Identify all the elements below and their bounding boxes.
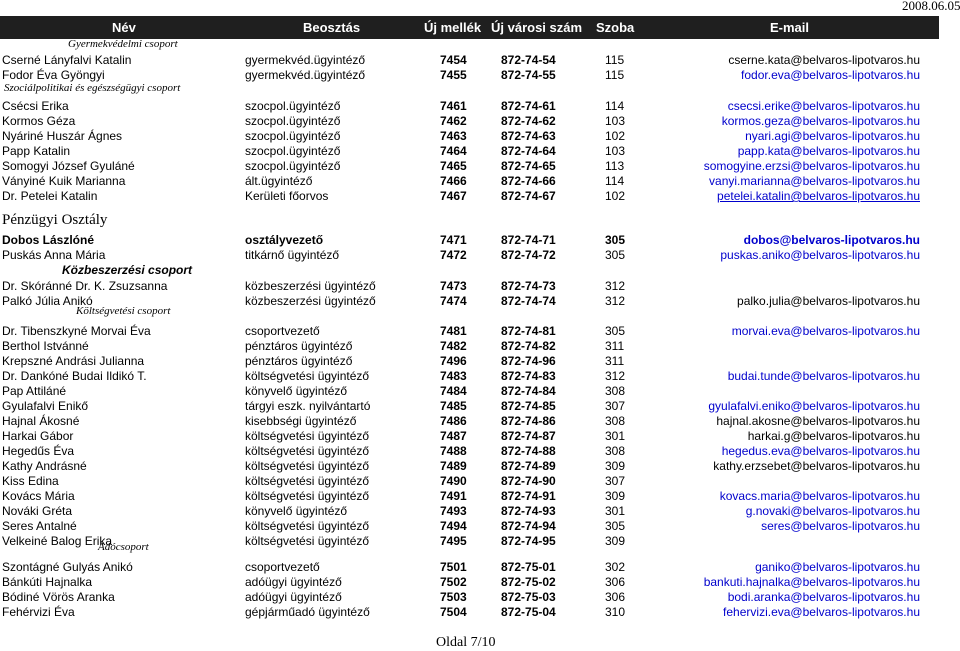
room-number: 307 — [605, 474, 626, 488]
employee-position: pénztáros ügyintéző — [245, 339, 353, 353]
email-link[interactable]: cserne.kata@belvaros-lipotvaros.hu — [728, 53, 920, 67]
employee-name: Gyulafalvi Enikő — [2, 399, 89, 413]
phone-number: 872-74-83 — [501, 369, 556, 383]
employee-name: Nováki Gréta — [2, 504, 73, 518]
email-link[interactable]: bodi.aranka@belvaros-lipotvaros.hu — [727, 590, 920, 604]
employee-name: Somogyi József Gyuláné — [2, 159, 135, 173]
room-number: 114 — [605, 174, 625, 188]
header-name: Név — [112, 20, 136, 35]
room-number: 309 — [605, 489, 626, 503]
phone-number: 872-74-67 — [501, 189, 556, 203]
email-link[interactable]: palko.julia@belvaros-lipotvaros.hu — [737, 294, 920, 308]
extension-number: 7503 — [440, 590, 467, 604]
header-email: E-mail — [770, 20, 810, 35]
email-link[interactable]: bankuti.hajnalka@belvaros-lipotvaros.hu — [703, 575, 920, 589]
room-number: 102 — [605, 129, 626, 143]
employee-name: Harkai Gábor — [2, 429, 74, 443]
phone-number: 872-74-88 — [501, 444, 556, 458]
phone-number: 872-74-72 — [501, 248, 556, 262]
employee-position: adóügyi ügyintéző — [245, 590, 342, 604]
email-link[interactable]: fehervizi.eva@belvaros-lipotvaros.hu — [723, 605, 920, 619]
phone-number: 872-74-81 — [501, 324, 556, 338]
table-row — [0, 99, 960, 114]
table-row — [0, 560, 960, 575]
email-link[interactable]: kathy.erzsebet@belvaros-lipotvaros.hu — [713, 459, 920, 473]
room-number: 305 — [605, 519, 626, 533]
room-number: 310 — [605, 605, 626, 619]
room-number: 308 — [605, 384, 626, 398]
table-header — [0, 16, 939, 39]
employee-name: Bánkúti Hajnalka — [2, 575, 93, 589]
employee-name: Dr. Tibenszkyné Morvai Éva — [2, 324, 151, 338]
extension-number: 7482 — [440, 339, 467, 353]
employee-name: Hajnal Ákosné — [2, 414, 80, 428]
employee-position: közbeszerzési ügyintéző — [245, 279, 376, 293]
employee-name: Bódiné Vörös Aranka — [2, 590, 115, 604]
email-link[interactable]: harkai.g@belvaros-lipotvaros.hu — [747, 429, 920, 443]
phone-number: 872-74-87 — [501, 429, 556, 443]
room-number: 113 — [605, 159, 625, 173]
extension-number: 7473 — [440, 279, 467, 293]
table-row — [0, 159, 960, 174]
email-link[interactable]: hajnal.akosne@belvaros-lipotvaros.hu — [716, 414, 920, 428]
extension-number: 7463 — [440, 129, 467, 143]
employee-position: könyvelő ügyintéző — [245, 504, 348, 518]
phone-number: 872-74-89 — [501, 459, 556, 473]
phone-number: 872-74-91 — [501, 489, 556, 503]
room-number: 102 — [605, 189, 626, 203]
table-row — [0, 444, 960, 459]
email-link[interactable]: somogyine.erzsi@belvaros-lipotvaros.hu — [703, 159, 920, 173]
table-row — [0, 369, 960, 384]
employee-position: titkárnő ügyintéző — [245, 248, 340, 262]
section-kozbesz: Közbeszerzési csoport — [62, 263, 193, 277]
employee-position: kisebbségi ügyintéző — [245, 414, 357, 428]
employee-name: Seres Antalné — [2, 519, 77, 533]
table-row — [0, 129, 960, 144]
employee-position: költségvetési ügyintéző — [245, 474, 370, 488]
phone-number: 872-74-94 — [501, 519, 556, 533]
employee-name: Nyáriné Huszár Ágnes — [2, 129, 123, 143]
employee-position: közbeszerzési ügyintéző — [245, 294, 376, 308]
employee-position: költségvetési ügyintéző — [245, 369, 370, 383]
header-room: Szoba — [596, 20, 635, 35]
phone-number: 872-74-54 — [501, 53, 556, 67]
room-number: 301 — [605, 504, 626, 518]
table-row — [0, 384, 960, 399]
extension-number: 7486 — [440, 414, 467, 428]
extension-number: 7493 — [440, 504, 467, 518]
room-number: 308 — [605, 444, 626, 458]
email-link[interactable]: papp.kata@belvaros-lipotvaros.hu — [737, 144, 920, 158]
employee-name: Dr. Dankóné Budai Ildikó T. — [2, 369, 147, 383]
email-link[interactable]: g.novaki@belvaros-lipotvaros.hu — [745, 504, 920, 518]
phone-number: 872-74-85 — [501, 399, 556, 413]
section-ado: Adócsoport — [98, 541, 149, 553]
employee-position: költségvetési ügyintéző — [245, 444, 370, 458]
email-link[interactable]: ganiko@belvaros-lipotvaros.hu — [755, 560, 920, 574]
email-link[interactable]: morvai.eva@belvaros-lipotvaros.hu — [731, 324, 920, 338]
phone-number: 872-74-64 — [501, 144, 556, 158]
email-link[interactable]: hegedus.eva@belvaros-lipotvaros.hu — [721, 444, 920, 458]
employee-name: Puskás Anna Mária — [2, 248, 106, 262]
extension-number: 7487 — [440, 429, 467, 443]
room-number: 312 — [605, 369, 626, 383]
employee-name: Kormos Géza — [2, 114, 76, 128]
phone-number: 872-74-93 — [501, 504, 556, 518]
employee-position: pénztáros ügyintéző — [245, 354, 353, 368]
employee-name: Kathy Andrásné — [2, 459, 87, 473]
extension-number: 7495 — [440, 534, 467, 548]
employee-name: Cserné Lányfalvi Katalin — [2, 53, 132, 67]
table-row — [0, 414, 960, 429]
extension-number: 7455 — [440, 68, 467, 82]
employee-position: költségvetési ügyintéző — [245, 489, 370, 503]
employee-position: gyermekvéd.ügyintéző — [245, 53, 366, 67]
phone-number: 872-75-01 — [501, 560, 556, 574]
employee-name: Fehérvizi Éva — [2, 605, 75, 619]
phone-number: 872-74-95 — [501, 534, 556, 548]
phone-number: 872-74-84 — [501, 384, 556, 398]
table-row — [0, 399, 960, 414]
employee-name: Hegedűs Éva — [2, 444, 75, 458]
extension-number: 7481 — [440, 324, 467, 338]
employee-name: Kiss Edina — [2, 474, 59, 488]
extension-number: 7467 — [440, 189, 467, 203]
room-number: 306 — [605, 590, 626, 604]
employee-name: Pap Attiláné — [2, 384, 67, 398]
employee-position: gyermekvéd.ügyintéző — [245, 68, 366, 82]
employee-position: szocpol.ügyintéző — [245, 99, 341, 113]
section-szocpol: Szociálpolitikai és egészségügyi csoport — [4, 82, 181, 94]
section-gyermek: Gyermekvédelmi csoport — [68, 38, 178, 50]
room-number: 305 — [605, 233, 626, 247]
table-row — [0, 489, 960, 504]
phone-number: 872-74-62 — [501, 114, 556, 128]
table-row — [0, 339, 960, 354]
employee-position: költségvetési ügyintéző — [245, 534, 370, 548]
email-link[interactable]: gyulafalvi.eniko@belvaros-lipotvaros.hu — [708, 399, 920, 413]
table-row — [0, 354, 960, 369]
table-row — [0, 459, 960, 474]
table-row — [0, 279, 960, 294]
email-link[interactable]: budai.tunde@belvaros-lipotvaros.hu — [727, 369, 920, 383]
room-number: 309 — [605, 459, 626, 473]
table-row — [0, 189, 960, 204]
phone-number: 872-74-55 — [501, 68, 556, 82]
extension-number: 7466 — [440, 174, 467, 188]
employee-name: Ványiné Kuik Marianna — [2, 174, 126, 188]
employee-position: ált.ügyintéző — [245, 174, 313, 188]
phone-number: 872-74-73 — [501, 279, 556, 293]
employee-position: költségvetési ügyintéző — [245, 429, 370, 443]
room-number: 305 — [605, 248, 626, 262]
extension-number: 7485 — [440, 399, 467, 413]
extension-number: 7472 — [440, 248, 467, 262]
email-link[interactable]: vanyi.marianna@belvaros-lipotvaros.hu — [709, 174, 920, 188]
extension-number: 7501 — [440, 560, 467, 574]
room-number: 302 — [605, 560, 626, 574]
room-number: 115 — [605, 68, 625, 82]
employee-position: gépjárműadó ügyintéző — [245, 605, 370, 619]
extension-number: 7474 — [440, 294, 467, 308]
table-row — [0, 53, 960, 68]
email-link[interactable]: csecsi.erike@belvaros-lipotvaros.hu — [727, 99, 920, 113]
employee-name: Szontágné Gulyás Anikó — [2, 560, 133, 574]
extension-number: 7454 — [440, 53, 467, 67]
room-number: 309 — [605, 534, 626, 548]
room-number: 311 — [605, 354, 625, 368]
employee-name: Krepszné Andrási Julianna — [2, 354, 145, 368]
email-link[interactable]: petelei.katalin@belvaros-lipotvaros.hu — [717, 189, 920, 203]
extension-number: 7471 — [440, 233, 467, 247]
employee-name: Palkó Júlia Anikó — [2, 294, 93, 308]
extension-number: 7502 — [440, 575, 467, 589]
header-phone: Új városi szám — [491, 20, 583, 35]
extension-number: 7484 — [440, 384, 467, 398]
room-number: 311 — [605, 339, 625, 353]
table-row — [0, 519, 960, 534]
table-row — [0, 324, 960, 339]
phone-number: 872-75-02 — [501, 575, 556, 589]
room-number: 307 — [605, 399, 626, 413]
email-link[interactable]: nyari.agi@belvaros-lipotvaros.hu — [745, 129, 920, 143]
email-link[interactable]: fodor.eva@belvaros-lipotvaros.hu — [741, 68, 920, 82]
phone-number: 872-74-96 — [501, 354, 556, 368]
employee-name: Dobos Lászlóné — [2, 233, 95, 247]
table-row — [0, 144, 960, 159]
table-row — [0, 575, 960, 590]
employee-position: szocpol.ügyintéző — [245, 144, 341, 158]
table-row — [0, 248, 960, 263]
extension-number: 7465 — [440, 159, 467, 173]
extension-number: 7496 — [440, 354, 467, 368]
phone-number: 872-75-03 — [501, 590, 556, 604]
extension-number: 7461 — [440, 99, 467, 113]
extension-number: 7488 — [440, 444, 467, 458]
employee-position: könyvelő ügyintéző — [245, 384, 348, 398]
employee-position: szocpol.ügyintéző — [245, 114, 341, 128]
section-koltseg: Költségvetési csoport — [76, 305, 171, 317]
phone-number: 872-74-74 — [501, 294, 556, 308]
table-row — [0, 233, 960, 248]
room-number: 305 — [605, 324, 626, 338]
extension-number: 7490 — [440, 474, 467, 488]
table-row — [0, 429, 960, 444]
employee-name: Fodor Éva Gyöngyi — [2, 68, 105, 82]
email-link[interactable]: dobos@belvaros-lipotvaros.hu — [743, 233, 920, 247]
employee-name: Berthol Istvánné — [2, 339, 89, 353]
employee-name: Velkeiné Balog Erika — [2, 534, 113, 548]
employee-name: Csécsi Erika — [2, 99, 69, 113]
table-row — [0, 534, 960, 549]
extension-number: 7464 — [440, 144, 467, 158]
phone-number: 872-74-63 — [501, 129, 556, 143]
employee-position: költségvetési ügyintéző — [245, 459, 370, 473]
extension-number: 7489 — [440, 459, 467, 473]
email-link[interactable]: seres@belvaros-lipotvaros.hu — [761, 519, 920, 533]
employee-name: Kovács Mária — [2, 489, 75, 503]
phone-number: 872-74-66 — [501, 174, 556, 188]
extension-number: 7494 — [440, 519, 467, 533]
room-number: 301 — [605, 429, 626, 443]
extension-number: 7483 — [440, 369, 467, 383]
room-number: 308 — [605, 414, 626, 428]
header-position: Beosztás — [303, 20, 361, 35]
employee-position: költségvetési ügyintéző — [245, 519, 370, 533]
email-link[interactable]: puskas.aniko@belvaros-lipotvaros.hu — [720, 248, 920, 262]
employee-position: csoportvezető — [245, 324, 320, 338]
extension-number: 7491 — [440, 489, 467, 503]
room-number: 103 — [605, 114, 626, 128]
phone-number: 872-74-61 — [501, 99, 556, 113]
employee-position: Kerületi főorvos — [245, 189, 329, 203]
employee-position: osztályvezető — [245, 233, 324, 247]
table-row — [0, 294, 960, 309]
employee-name: Dr. Petelei Katalin — [2, 189, 98, 203]
table-row — [0, 114, 960, 129]
room-number: 306 — [605, 575, 626, 589]
phone-number: 872-74-90 — [501, 474, 556, 488]
room-number: 114 — [605, 99, 625, 113]
document-date: 2008.06.05 — [902, 0, 960, 13]
table-row — [0, 474, 960, 489]
employee-position: csoportvezető — [245, 560, 320, 574]
extension-number: 7504 — [440, 605, 467, 619]
table-row — [0, 605, 960, 620]
phone-number: 872-74-71 — [501, 233, 556, 247]
email-link[interactable]: kormos.geza@belvaros-lipotvaros.hu — [721, 114, 920, 128]
table-row — [0, 504, 960, 519]
phone-number: 872-74-82 — [501, 339, 556, 353]
table-row — [0, 590, 960, 605]
employee-position: adóügyi ügyintéző — [245, 575, 342, 589]
employee-name: Papp Katalin — [2, 144, 71, 158]
room-number: 312 — [605, 279, 626, 293]
header-extension: Új mellék — [424, 20, 482, 35]
extension-number: 7462 — [440, 114, 467, 128]
email-link[interactable]: kovacs.maria@belvaros-lipotvaros.hu — [719, 489, 920, 503]
phone-number: 872-75-04 — [501, 605, 556, 619]
table-row — [0, 174, 960, 189]
employee-position: szocpol.ügyintéző — [245, 159, 341, 173]
page-footer: Oldal 7/10 — [436, 635, 496, 650]
employee-position: tárgyi eszk. nyilvántartó — [245, 399, 371, 413]
table-row — [0, 68, 960, 83]
section-penzugy: Pénzügyi Osztály — [2, 212, 108, 228]
room-number: 115 — [605, 53, 625, 67]
employee-name: Dr. Skóránné Dr. K. Zsuzsanna — [2, 279, 168, 293]
phone-number: 872-74-65 — [501, 159, 556, 173]
room-number: 312 — [605, 294, 626, 308]
employee-position: szocpol.ügyintéző — [245, 129, 341, 143]
phone-number: 872-74-86 — [501, 414, 556, 428]
room-number: 103 — [605, 144, 626, 158]
